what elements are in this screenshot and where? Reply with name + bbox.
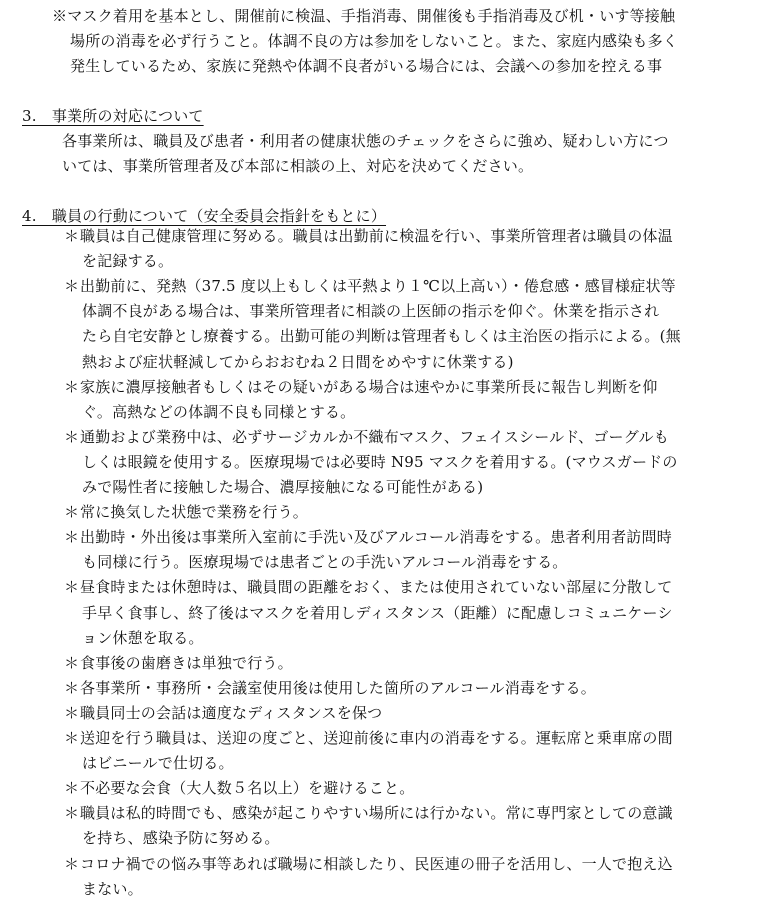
list-item-line: みで陽性者に接触した場合、濃厚接触になる可能性がある) xyxy=(82,478,484,496)
bullet-mark: ＊ xyxy=(64,503,80,522)
section-body-line: いては、事業所管理者及び本部に相談の上、対応を決めてください。 xyxy=(62,157,534,175)
bullet-mark: ＊ xyxy=(64,578,80,597)
list-item-line: 家族に濃厚接触者もしくはその疑いがある場合は速やかに事業所長に報告し判断を仰 xyxy=(80,377,658,396)
list-item-line: 常に換気した状態で業務を行う。 xyxy=(80,503,309,522)
intro-note-line: 場所の消毒を必ず行うこと。体調不良の方は参加をしないこと。また、家庭内感染も多く xyxy=(70,32,679,50)
list-item-line: 各事業所・事務所・会議室使用後は使用した箇所のアルコール消毒をする。 xyxy=(80,678,596,697)
bullet-mark: ＊ xyxy=(64,377,80,396)
list-item-line: 出勤時・外出後は事業所入室前に手洗い及びアルコール消毒をする。患者利用者訪問時 xyxy=(80,528,672,547)
bullet-mark: ＊ xyxy=(64,427,80,446)
bullet-mark: ＊ xyxy=(64,277,80,296)
list-item-line: はビニールで仕切る。 xyxy=(82,754,234,773)
list-item-line: たら自宅安静とし療養する。出勤可能の判断は管理者もしくは主治医の指示による。(無 xyxy=(82,327,681,346)
list-item-line: ョン休憩を取る。 xyxy=(82,628,204,647)
list-item-line: 昼食時または休憩時は、職員間の距離をおく、または使用されていない部屋に分散して xyxy=(80,578,673,597)
list-item-line: 体調不良がある場合は、事業所管理者に相談の上医師の指示を仰ぐ。休業を指示され xyxy=(82,302,660,321)
list-item-line: ぐ。高熱などの体調不良も同様とする。 xyxy=(82,402,356,421)
list-item-line: を持ち、感染予防に努める。 xyxy=(82,829,280,848)
bullet-mark: ＊ xyxy=(64,854,80,873)
section-body-line: 各事業所は、職員及び患者・利用者の健康状態のチェックをさらに強め、疑わしい方につ xyxy=(62,132,669,150)
bullet-mark: ＊ xyxy=(64,678,80,697)
bullet-mark: ＊ xyxy=(64,227,80,245)
section-heading: 3. 事業所の対応について xyxy=(22,107,204,125)
list-item-line: 職員は自己健康管理に努める。職員は出勤前に検温を行い、事業所管理者は職員の体温 xyxy=(80,227,673,245)
intro-note-line: ※マスク着用を基本とし、開催前に検温、手指消毒、開催後も手指消毒及び机・いす等接触 xyxy=(52,7,676,25)
bullet-mark: ＊ xyxy=(64,804,80,823)
list-item-line: 送迎を行う職員は、送迎の度ごと、送迎前後に車内の消毒をする。運転席と乗車席の間 xyxy=(80,729,673,747)
list-item-line: 熱および症状軽減してからおおむね２日間をめやすに休業する) xyxy=(82,352,514,371)
list-item-line: 不必要な会食（大人数５名以上）を避けること。 xyxy=(80,779,415,798)
list-item-line: まない。 xyxy=(82,879,143,898)
list-item-line: 通勤および業務中は、必ずサージカルか不織布マスク、フェイスシールド、ゴーグルも xyxy=(80,427,669,446)
list-item-line: も同様に行う。医療現場では患者ごとの手洗いアルコール消毒をする。 xyxy=(82,553,568,572)
list-item-line: 食事後の歯磨きは単独で行う。 xyxy=(80,653,293,672)
bullet-mark: ＊ xyxy=(64,653,80,672)
list-item-line: 職員は私的時間でも、感染が起こりやすい場所には行かない。常に専門家としての意識 xyxy=(80,804,673,823)
list-item-line: コロナ禍での悩み事等あれば職場に相談したり、民医連の冊子を活用し、一人で抱え込 xyxy=(80,854,673,873)
bullet-mark: ＊ xyxy=(64,779,80,798)
intro-note-line: 発生しているため、家族に発熱や体調不良者がいる場合には、会議への参加を控える事 xyxy=(70,57,663,75)
list-item-line: 出勤前に、発熱（37.5 度以上もしくは平熱より１℃以上高い）・倦怠感・感冒様症状等 xyxy=(80,277,676,296)
list-item-line: 職員同士の会話は適度なディスタンスを保つ xyxy=(80,703,383,722)
list-item-line: 手早く食事し、終了後はマスクを着用しディスタンス（距離）に配慮しコミュニケーシ xyxy=(82,603,673,622)
section-heading: 4. 職員の行動について（安全委員会指針をもとに） xyxy=(22,207,387,225)
bullet-mark: ＊ xyxy=(64,729,80,747)
list-item-line: を記録する。 xyxy=(82,252,174,271)
bullet-mark: ＊ xyxy=(64,528,80,547)
bullet-mark: ＊ xyxy=(64,703,80,722)
list-item-line: しくは眼鏡を使用する。医療現場では必要時 N95 マスクを着用する。(マウスガードの xyxy=(82,452,678,471)
